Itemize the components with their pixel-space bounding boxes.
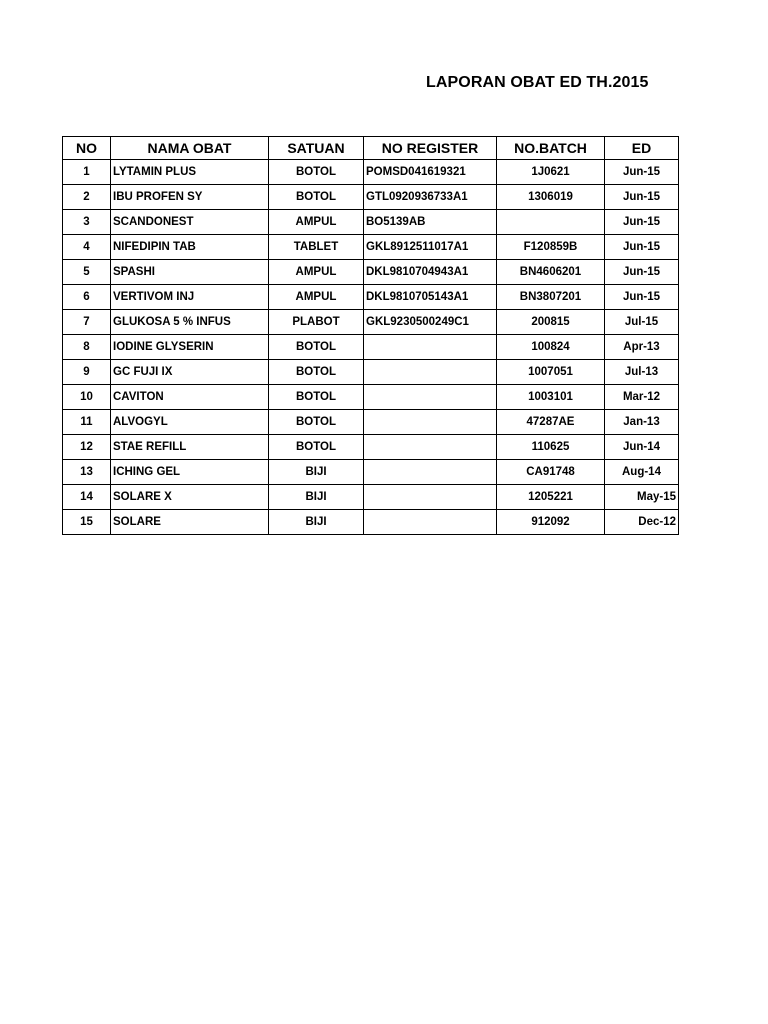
cell-no-batch: 1J0621 bbox=[497, 160, 605, 185]
cell-satuan: AMPUL bbox=[269, 260, 364, 285]
cell-nama-obat: SPASHI bbox=[111, 260, 269, 285]
cell-no-register: BO5139AB bbox=[364, 210, 497, 235]
cell-no-register bbox=[364, 385, 497, 410]
cell-no-register bbox=[364, 360, 497, 385]
cell-ed: Jun-15 bbox=[605, 160, 679, 185]
cell-no-batch: F120859B bbox=[497, 235, 605, 260]
cell-no-register: GTL0920936733A1 bbox=[364, 185, 497, 210]
cell-no-register bbox=[364, 510, 497, 535]
cell-nama-obat: SCANDONEST bbox=[111, 210, 269, 235]
cell-no-register: GKL9230500249C1 bbox=[364, 310, 497, 335]
cell-satuan: AMPUL bbox=[269, 210, 364, 235]
cell-nama-obat: GC FUJI IX bbox=[111, 360, 269, 385]
cell-nama-obat: SOLARE X bbox=[111, 485, 269, 510]
cell-no: 1 bbox=[63, 160, 111, 185]
drug-expiry-table bbox=[62, 136, 679, 535]
cell-ed: Jul-13 bbox=[605, 360, 679, 385]
cell-no-register bbox=[364, 335, 497, 360]
column-header-nama-obat: NAMA OBAT bbox=[111, 137, 269, 160]
column-header-no-batch: NO.BATCH bbox=[497, 137, 605, 160]
cell-no: 3 bbox=[63, 210, 111, 235]
cell-no: 4 bbox=[63, 235, 111, 260]
cell-no-batch: 200815 bbox=[497, 310, 605, 335]
cell-no: 10 bbox=[63, 385, 111, 410]
table-row bbox=[63, 160, 679, 185]
cell-no-batch: BN4606201 bbox=[497, 260, 605, 285]
cell-no: 11 bbox=[63, 410, 111, 435]
cell-no-register: POMSD041619321 bbox=[364, 160, 497, 185]
cell-no-batch: 1205221 bbox=[497, 485, 605, 510]
cell-nama-obat: VERTIVOM INJ bbox=[111, 285, 269, 310]
cell-satuan: BOTOL bbox=[269, 435, 364, 460]
cell-no-batch: 110625 bbox=[497, 435, 605, 460]
cell-ed: Jun-15 bbox=[605, 235, 679, 260]
cell-satuan: BIJI bbox=[269, 510, 364, 535]
cell-ed: Jul-15 bbox=[605, 310, 679, 335]
cell-satuan: BOTOL bbox=[269, 385, 364, 410]
table-row bbox=[63, 260, 679, 285]
cell-satuan: BOTOL bbox=[269, 360, 364, 385]
cell-no-batch: BN3807201 bbox=[497, 285, 605, 310]
cell-no: 7 bbox=[63, 310, 111, 335]
table-row bbox=[63, 435, 679, 460]
cell-no: 2 bbox=[63, 185, 111, 210]
table-row bbox=[63, 235, 679, 260]
cell-no-batch: 1306019 bbox=[497, 185, 605, 210]
cell-no-register bbox=[364, 460, 497, 485]
cell-satuan: BOTOL bbox=[269, 410, 364, 435]
cell-nama-obat: IBU PROFEN SY bbox=[111, 185, 269, 210]
cell-nama-obat: LYTAMIN PLUS bbox=[111, 160, 269, 185]
cell-nama-obat: SOLARE bbox=[111, 510, 269, 535]
table-row bbox=[63, 360, 679, 385]
cell-ed: May-15 bbox=[605, 485, 679, 510]
cell-nama-obat: ICHING GEL bbox=[111, 460, 269, 485]
cell-no: 15 bbox=[63, 510, 111, 535]
cell-ed: Jan-13 bbox=[605, 410, 679, 435]
cell-no-batch: 100824 bbox=[497, 335, 605, 360]
cell-satuan: AMPUL bbox=[269, 285, 364, 310]
cell-ed: Dec-12 bbox=[605, 510, 679, 535]
cell-ed: Jun-15 bbox=[605, 185, 679, 210]
cell-no: 13 bbox=[63, 460, 111, 485]
table-row bbox=[63, 335, 679, 360]
cell-no-register bbox=[364, 435, 497, 460]
cell-no-batch: 1003101 bbox=[497, 385, 605, 410]
cell-no-register: GKL8912511017A1 bbox=[364, 235, 497, 260]
table-header-row bbox=[63, 137, 679, 160]
cell-ed: Jun-15 bbox=[605, 210, 679, 235]
table-row bbox=[63, 185, 679, 210]
table-row bbox=[63, 410, 679, 435]
column-header-ed: ED bbox=[605, 137, 679, 160]
table-row bbox=[63, 310, 679, 335]
cell-satuan: BOTOL bbox=[269, 335, 364, 360]
cell-satuan: BOTOL bbox=[269, 185, 364, 210]
cell-ed: Mar-12 bbox=[605, 385, 679, 410]
cell-nama-obat: CAVITON bbox=[111, 385, 269, 410]
cell-no-batch bbox=[497, 210, 605, 235]
cell-no-batch: 47287AE bbox=[497, 410, 605, 435]
cell-no-register: DKL9810705143A1 bbox=[364, 285, 497, 310]
cell-no: 9 bbox=[63, 360, 111, 385]
cell-nama-obat: STAE REFILL bbox=[111, 435, 269, 460]
column-header-no-register: NO REGISTER bbox=[364, 137, 497, 160]
cell-no: 6 bbox=[63, 285, 111, 310]
cell-nama-obat: NIFEDIPIN TAB bbox=[111, 235, 269, 260]
cell-ed: Apr-13 bbox=[605, 335, 679, 360]
table-row bbox=[63, 285, 679, 310]
cell-satuan: BIJI bbox=[269, 485, 364, 510]
cell-no-batch: 912092 bbox=[497, 510, 605, 535]
cell-no: 8 bbox=[63, 335, 111, 360]
cell-ed: Jun-15 bbox=[605, 260, 679, 285]
cell-no: 5 bbox=[63, 260, 111, 285]
cell-ed: Aug-14 bbox=[605, 460, 679, 485]
cell-no-batch: CA91748 bbox=[497, 460, 605, 485]
cell-no-register bbox=[364, 410, 497, 435]
cell-satuan: BIJI bbox=[269, 460, 364, 485]
table-row bbox=[63, 485, 679, 510]
cell-no-register bbox=[364, 485, 497, 510]
cell-ed: Jun-15 bbox=[605, 285, 679, 310]
cell-satuan: TABLET bbox=[269, 235, 364, 260]
cell-nama-obat: IODINE GLYSERIN bbox=[111, 335, 269, 360]
column-header-satuan: SATUAN bbox=[269, 137, 364, 160]
table-row bbox=[63, 510, 679, 535]
page-title: LAPORAN OBAT ED TH.2015 bbox=[426, 74, 649, 91]
cell-satuan: BOTOL bbox=[269, 160, 364, 185]
cell-nama-obat: ALVOGYL bbox=[111, 410, 269, 435]
cell-ed: Jun-14 bbox=[605, 435, 679, 460]
table-row bbox=[63, 385, 679, 410]
cell-no-register: DKL9810704943A1 bbox=[364, 260, 497, 285]
column-header-no: NO bbox=[63, 137, 111, 160]
cell-no: 12 bbox=[63, 435, 111, 460]
cell-satuan: PLABOT bbox=[269, 310, 364, 335]
cell-nama-obat: GLUKOSA 5 % INFUS bbox=[111, 310, 269, 335]
table-row bbox=[63, 210, 679, 235]
cell-no: 14 bbox=[63, 485, 111, 510]
cell-no-batch: 1007051 bbox=[497, 360, 605, 385]
table-row bbox=[63, 460, 679, 485]
